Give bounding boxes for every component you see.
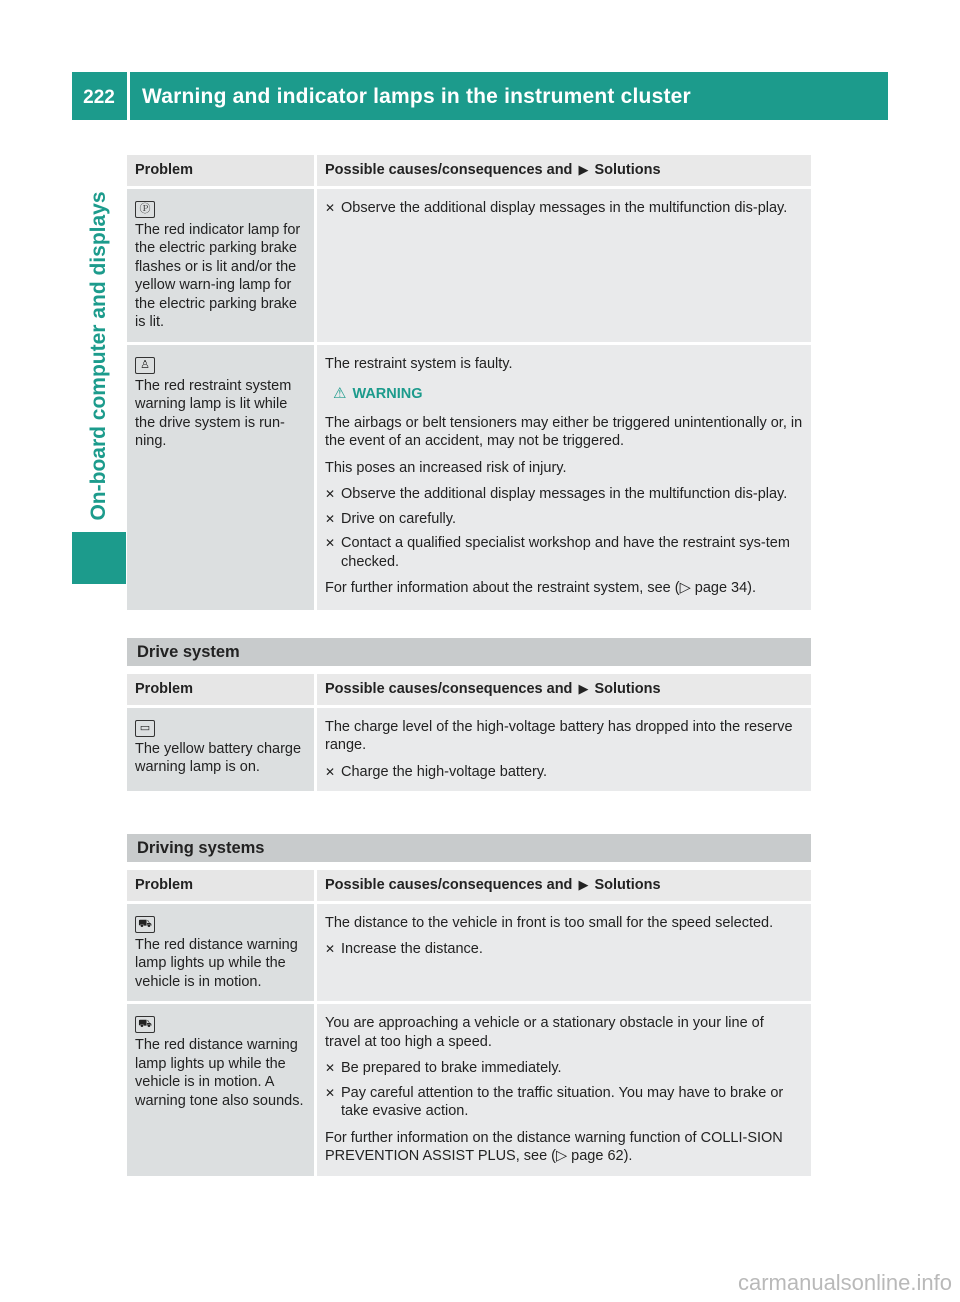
solution-cell: The distance to the vehicle in front is too small for the speed selected. ✕ Increase the distance. [317,901,811,1002]
restraint-system-icon: ♙ [135,357,155,374]
solutions-header: Possible causes/consequences and ▶ Solutions [317,155,811,186]
solution-cell: The charge level of the high-voltage battery has dropped into the reserve range. ✕ Charge the high-voltage battery. [317,705,811,792]
table-row [127,1001,811,1176]
chapter-marker [72,532,126,584]
table-row [127,186,811,342]
arrow-icon: ▶ [578,681,589,696]
problem-cell: ♙ The red restraint system warning lamp is lit while the drive system is run-ning. [127,342,317,610]
problem-cell: Ⓟ The red indicator lamp for the electric parking brake flashes or is lit and/or the yellow warn-ing lamp for the electric parking brake is lit. [127,186,317,342]
step: ✕ Contact a qualified specialist workshop and have the restraint sys-tem checked. [325,535,790,570]
table-row [127,901,811,1002]
parking-brake-icon: Ⓟ [135,201,155,218]
step: ✕ Observe the additional display messages in the multifunction dis-play. [325,199,788,216]
page-title: Warning and indicator lamps in the instrument cluster [142,85,691,108]
chapter-side-label: On-board computer and displays [87,191,110,521]
problem-cell: ⛟ The red distance warning lamp lights up while the vehicle is in motion. A warning tone also sounds. [127,1001,317,1176]
distance-warning-icon: ⛟ [135,916,155,933]
table-row [127,705,811,792]
problem-header: Problem [127,155,317,186]
solution-cell: The restraint system is faulty. ⚠ WARNING The airbags or belt tensioners may either be triggered unintentionally or, in the event of an accident, may not be triggered. This poses an increased risk of injury. ✕ Observe the additional display messages in the multifunction dis-play. ✕ Drive on carefully. ✕ Contact a qualified specialist workshop and have the restraint sys-tem checked. For further information about the restraint system, see (▷ page 34). [317,342,811,610]
problem-header: Problem [127,674,317,705]
section-driving-systems: Driving systems [127,834,811,862]
warning-label: ⚠ WARNING [333,385,423,402]
watermark: carmanualsonline.info [737,1270,952,1295]
arrow-icon: ▶ [578,162,589,177]
header-divider [127,72,130,120]
page-number: 222 [83,87,115,108]
step: ✕ Drive on carefully. [325,510,456,527]
step: ✕ Observe the additional display messages in the multifunction dis-play. [325,486,788,502]
problem-cell: ⛟ The red distance warning lamp lights up while the vehicle is in motion. [127,901,317,1002]
page-header [72,72,888,120]
warning-triangle-icon: ⚠ [333,385,347,402]
solution-cell: You are approaching a vehicle or a stationary obstacle in your line of travel at too high a speed. ✕ Be prepared to brake immediately. ✕ Pay careful attention to the traffic situation. You may have to brake or take evasive action. For further information on the distance warning function of COLLI-SION PREVENTION ASSIST PLUS, see (▷ page 62). [317,1001,811,1176]
problem-header: Problem [127,870,317,901]
table-row [127,342,811,610]
solutions-header: Possible causes/consequences and ▶ Solutions [317,870,811,901]
section-drive-system: Drive system [127,638,811,666]
solution-cell [317,186,811,342]
step: ✕ Pay careful attention to the traffic situation. You may have to brake or take evasive action. [325,1084,784,1119]
distance-warning-icon: ⛟ [135,1016,155,1033]
step: ✕ Charge the high-voltage battery. [325,763,548,780]
step: ✕ Be prepared to brake immediately. [325,1060,562,1076]
brake-restraint-table [127,155,811,610]
solutions-header: Possible causes/consequences and ▶ Solutions [317,674,811,705]
step: ✕ Increase the distance. [325,941,483,957]
battery-icon: ▭ [135,720,155,737]
driving-systems-table [127,870,811,1176]
arrow-icon: ▶ [578,877,589,892]
drive-system-table [127,674,811,791]
problem-cell: ▭ The yellow battery charge warning lamp is on. [127,705,317,792]
